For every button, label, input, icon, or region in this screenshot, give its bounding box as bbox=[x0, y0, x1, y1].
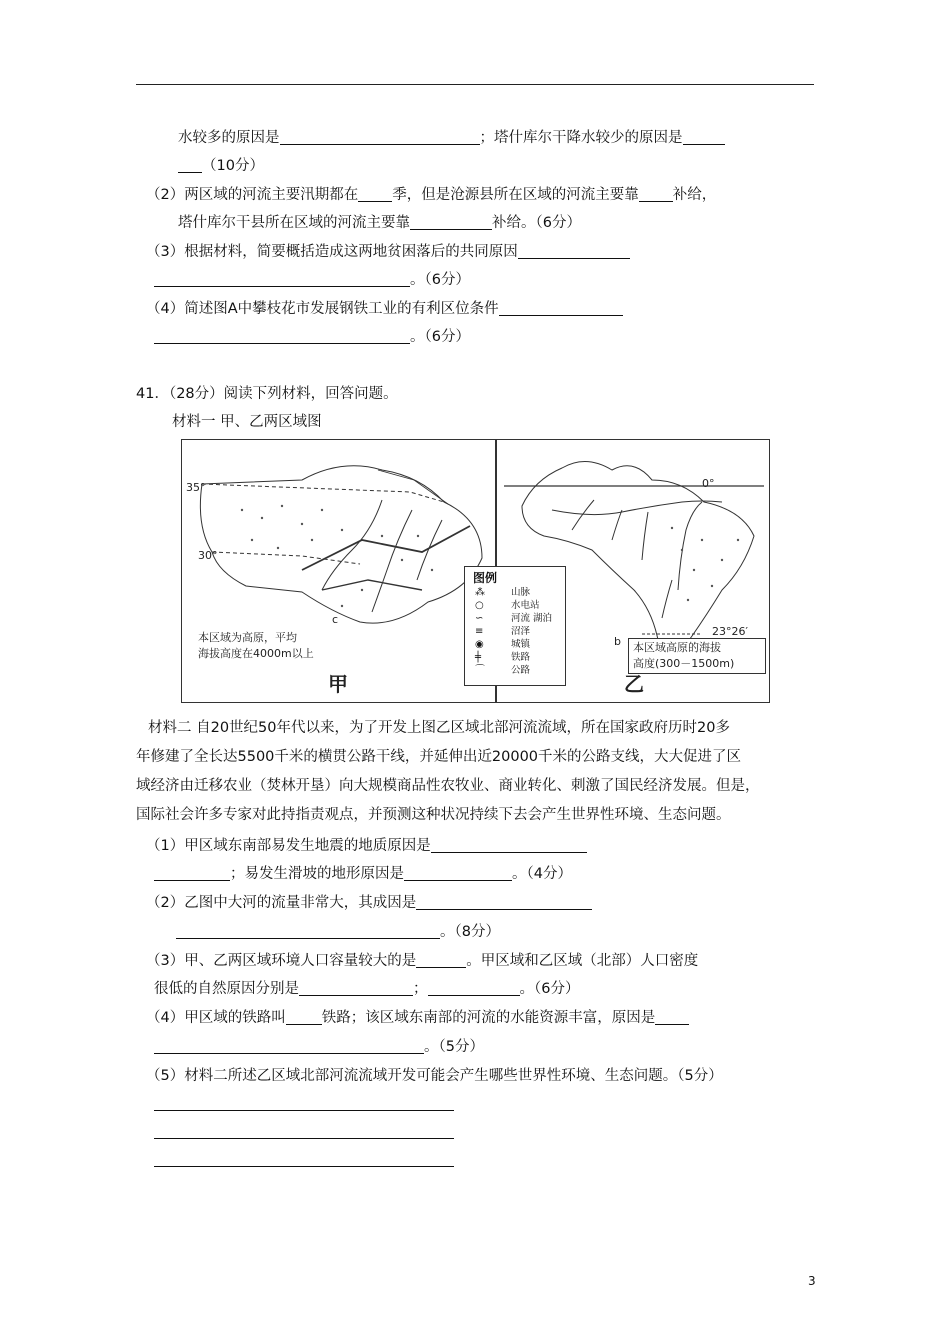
text: 铁路；该区域东南部的河流的水能资源丰富，原因是 bbox=[321, 1010, 656, 1026]
map-jia bbox=[200, 466, 482, 623]
answer-blank[interactable] bbox=[358, 185, 392, 202]
legend-item-town: 城镇 bbox=[511, 639, 531, 650]
region-maps-figure bbox=[181, 439, 770, 703]
q41-5-prompt: （5）材料二所述乙区域北部河流流域开发可能会产生哪些世界性环境、生态问题。（5分） bbox=[146, 1068, 723, 1084]
q41-heading: 41．（28分）阅读下列材料，回答问题。 bbox=[136, 386, 398, 402]
yi-note-line1: 本区域高原的海拔 bbox=[633, 641, 721, 654]
answer-blank[interactable] bbox=[176, 922, 440, 939]
answer-blank[interactable] bbox=[280, 128, 480, 145]
score: 。（6分） bbox=[519, 981, 580, 997]
map-legend bbox=[464, 566, 566, 686]
legend-item-hydropower: 水电站 bbox=[511, 600, 540, 611]
text: （1）甲区域东南部易发生地震的地质原因是 bbox=[146, 838, 431, 854]
railway-icon: ╪ bbox=[475, 652, 482, 663]
q41-4-line2 bbox=[154, 1037, 484, 1057]
score: 。（8分） bbox=[440, 924, 500, 940]
q40-3-line1 bbox=[146, 242, 630, 262]
answer-blank[interactable] bbox=[299, 979, 413, 996]
answer-blank[interactable] bbox=[416, 893, 592, 910]
answer-blank[interactable] bbox=[499, 299, 623, 316]
lat-30-label: 30° bbox=[198, 549, 218, 562]
q41-2-line2 bbox=[176, 922, 500, 942]
q41-4-line1 bbox=[146, 1008, 689, 1028]
material-2-line4: 国际社会许多专家对此持指责观点，并预测这种状况持续下去会产生世界性环境、生态问题。 bbox=[136, 807, 731, 823]
river-icon: ∽ bbox=[475, 613, 484, 624]
legend-item-swamp: 沼泽 bbox=[511, 626, 531, 637]
q41-1-line2 bbox=[154, 864, 572, 884]
legend-item-river-lake: 河流 湖泊 bbox=[511, 613, 553, 624]
q40-4-line1 bbox=[146, 299, 623, 319]
legend-item-highway: 公路 bbox=[511, 665, 531, 676]
q41-2-line1 bbox=[146, 893, 592, 913]
score: 。（5分） bbox=[424, 1039, 484, 1055]
text: ； bbox=[413, 981, 428, 997]
lat-2326-label: 23°26′ bbox=[712, 625, 748, 638]
score: 。（4分） bbox=[512, 866, 572, 882]
text: （2）两区域的河流主要汛期都在 bbox=[146, 187, 359, 203]
map-jia-mountain-dots bbox=[241, 505, 433, 607]
text: 塔什库尔干县所在区域的河流主要靠 bbox=[178, 215, 410, 231]
answer-line-1[interactable] bbox=[154, 1094, 454, 1111]
answer-blank[interactable] bbox=[178, 156, 202, 173]
answer-blank[interactable] bbox=[431, 836, 587, 853]
text: （4）甲区域的铁路叫 bbox=[146, 1010, 286, 1026]
answer-blank[interactable] bbox=[154, 864, 230, 881]
material-1-caption: 材料一 甲、乙两区域图 bbox=[172, 414, 322, 430]
q41-3-line2 bbox=[154, 979, 579, 999]
jia-note-line1: 本区域为高原，平均 bbox=[198, 631, 297, 644]
answer-blank[interactable] bbox=[410, 213, 492, 230]
map-jia-label: 甲 bbox=[328, 672, 348, 696]
text: （3）甲、乙两区域环境人口容量较大的是 bbox=[146, 953, 417, 969]
answer-blank[interactable] bbox=[154, 327, 410, 344]
answer-blank[interactable] bbox=[416, 951, 466, 968]
text: 季，但是沧源县所在区域的河流主要靠 bbox=[392, 187, 639, 203]
point-b-label: b bbox=[614, 635, 621, 648]
score: （10分） bbox=[202, 158, 264, 174]
score: 。（6分） bbox=[410, 329, 470, 345]
text: 。甲区域和乙区域（北部）人口密度 bbox=[466, 953, 699, 969]
lat-0-label: 0° bbox=[702, 477, 715, 490]
legend-title: 图例 bbox=[473, 571, 498, 585]
q40-1-line1 bbox=[178, 128, 725, 148]
text: 补给。（6分） bbox=[492, 215, 581, 231]
q40-1-line2 bbox=[178, 156, 264, 176]
text: ；易发生滑坡的地形原因是 bbox=[230, 866, 404, 882]
legend-item-mountain: 山脉 bbox=[511, 587, 531, 598]
q41-1-line1 bbox=[146, 836, 587, 856]
answer-blank[interactable] bbox=[404, 864, 512, 881]
answer-blank[interactable] bbox=[154, 270, 410, 287]
hydropower-icon: ○ bbox=[475, 600, 484, 611]
answer-blank[interactable] bbox=[639, 185, 673, 202]
answer-blank[interactable] bbox=[655, 1008, 689, 1025]
text: 补给， bbox=[672, 187, 717, 203]
material-2-line1: 材料二 自20世纪50年代以来，为了开发上图乙区域北部河流流域，所在国家政府历时20多 bbox=[148, 720, 730, 736]
q41-3-line1 bbox=[146, 951, 698, 971]
text: （4）简述图A中攀枝花市发展钢铁工业的有利区位条件 bbox=[146, 301, 499, 317]
answer-blank[interactable] bbox=[518, 242, 630, 259]
jia-note-line2: 海拔高度在4000m以上 bbox=[198, 647, 314, 660]
answer-blank[interactable] bbox=[428, 979, 520, 996]
answer-line-3[interactable] bbox=[154, 1150, 454, 1167]
text: （2）乙图中大河的流量非常大，其成因是 bbox=[146, 895, 417, 911]
text: （3）根据材料，简要概括造成这两地贫困落后的共同原因 bbox=[146, 244, 518, 260]
text: 水较多的原因是 bbox=[178, 130, 280, 146]
material-2-line3: 域经济由迁移农业（焚林开垦）向大规模商品性农牧业、商业转化、刺激了国民经济发展。但是， bbox=[136, 778, 760, 794]
material-2-line2: 年修建了全长达5500千米的横贯公路干线，并延伸出近20000千米的公路支线，大大促进了区 bbox=[136, 749, 742, 765]
text: 很低的自然原因分别是 bbox=[154, 981, 299, 997]
map-yi-label: 乙 bbox=[624, 672, 644, 696]
swamp-icon: ≡ bbox=[475, 626, 484, 637]
yi-note-box bbox=[628, 638, 766, 674]
point-c-label: c bbox=[332, 613, 339, 626]
answer-blank[interactable] bbox=[154, 1037, 424, 1054]
q40-2-line2 bbox=[178, 213, 581, 233]
lat-35-label: 35° bbox=[186, 481, 206, 494]
text: ；塔什库尔干降水较少的原因是 bbox=[479, 130, 683, 146]
mountain-icon: ⁂ bbox=[475, 587, 485, 598]
q40-4-line2 bbox=[154, 327, 470, 347]
answer-blank[interactable] bbox=[683, 128, 725, 145]
answer-blank[interactable] bbox=[286, 1008, 322, 1025]
town-icon: ◉ bbox=[475, 639, 484, 650]
legend-item-railway: 铁路 bbox=[511, 652, 531, 663]
header-rule bbox=[136, 84, 814, 85]
answer-line-2[interactable] bbox=[154, 1122, 454, 1139]
page-number: 3 bbox=[808, 1274, 816, 1288]
map-yi-highland-dots bbox=[671, 527, 739, 601]
q40-2-line1 bbox=[146, 185, 716, 205]
yi-note-line2: 高度(300－1500m) bbox=[633, 657, 735, 670]
highway-icon: ⌒ bbox=[475, 665, 485, 676]
q40-3-line2 bbox=[154, 270, 470, 290]
score: 。（6分） bbox=[410, 272, 470, 288]
